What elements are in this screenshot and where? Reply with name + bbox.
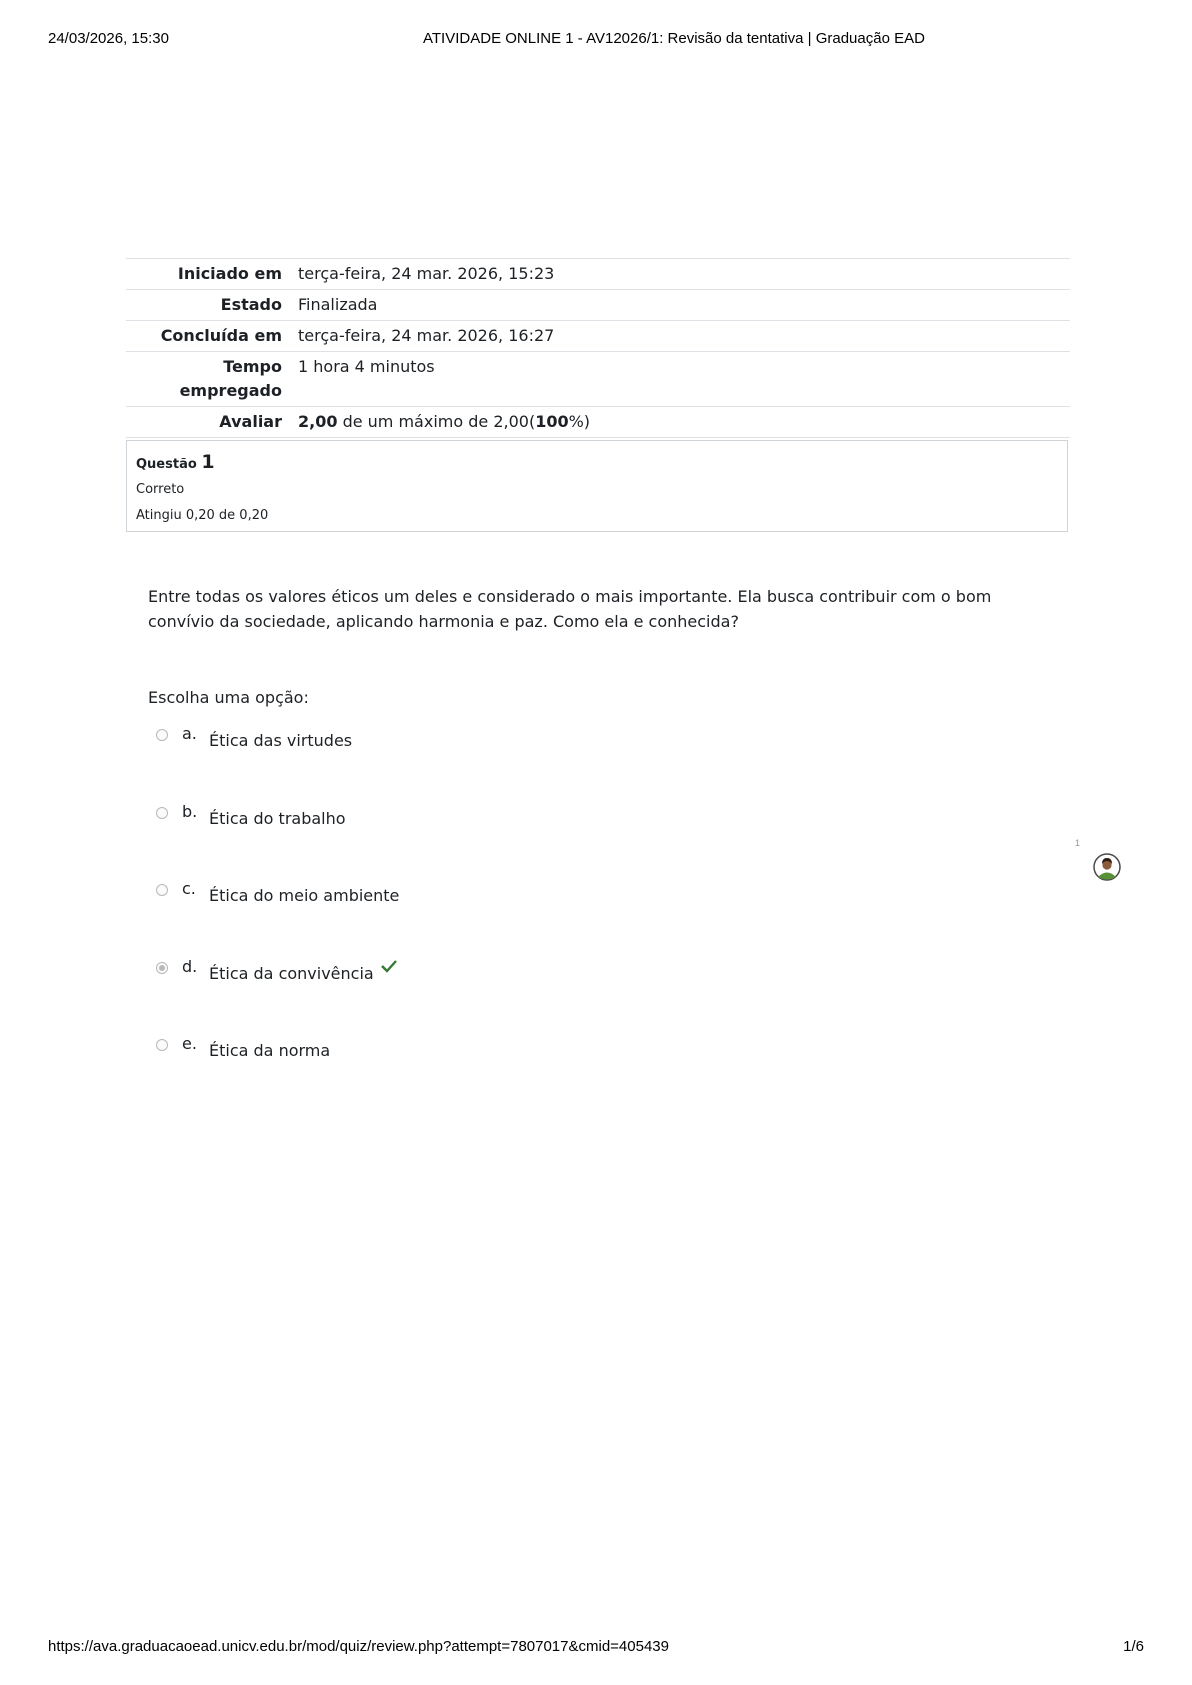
- print-page-title: ATIVIDADE ONLINE 1 - AV12026/1: Revisão da tentativa | Graduação EAD: [423, 30, 925, 47]
- started-label: Iniciado em: [126, 259, 290, 290]
- answer-text: Ética da norma: [209, 1041, 331, 1060]
- answer-radio-b[interactable]: [156, 807, 168, 819]
- print-footer: [48, 1638, 1144, 1660]
- answer-option-b: [156, 802, 756, 880]
- attempt-summary-table: [126, 258, 1070, 438]
- question-mark: Atingiu 0,20 de 0,20: [136, 508, 269, 523]
- answer-text: Ética do trabalho: [209, 808, 346, 828]
- avatar-badge-count: 1: [1075, 838, 1081, 848]
- grade-suffix: %): [568, 412, 591, 431]
- answer-option-a: [156, 724, 756, 802]
- summary-row-time: [126, 352, 1070, 407]
- state-label: Estado: [126, 290, 290, 321]
- answer-letter: a.: [182, 724, 197, 743]
- question-text: Entre todas os valores éticos um deles e considerado o mais importante. Ela busca contribuir com o bom convívio da sociedade, aplicando harmonia e paz. Como ela e conhecida?: [148, 587, 992, 631]
- answer-radio-a[interactable]: [156, 729, 168, 741]
- print-page-number: 1/6: [1123, 1638, 1144, 1655]
- answer-letter: c.: [182, 879, 196, 898]
- print-url: https://ava.graduacaoead.unicv.edu.br/mod/quiz/review.php?attempt=7807017&cmid=405439: [48, 1638, 669, 1655]
- answer-radio-d[interactable]: [156, 962, 168, 974]
- question-info-box: [126, 440, 1068, 532]
- answer-text: Ética da convivência: [209, 963, 374, 983]
- completed-value: terça-feira, 24 mar. 2026, 16:27: [290, 321, 1070, 352]
- question-state: Correto: [136, 482, 185, 497]
- attempt-summary: [126, 258, 1070, 438]
- grade-label: Avaliar: [126, 407, 290, 438]
- summary-row-grade: [126, 407, 1070, 438]
- completed-label: Concluída em: [126, 321, 290, 352]
- answer-option-d: [156, 957, 756, 1035]
- question-label: Questão: [136, 457, 202, 472]
- summary-row-state: [126, 290, 1070, 321]
- print-header: [48, 30, 1144, 52]
- answer-option-e: [156, 1034, 756, 1112]
- answer-radio-e[interactable]: [156, 1039, 168, 1051]
- summary-row-started: [126, 259, 1070, 290]
- time-label: Tempo empregado: [126, 352, 290, 407]
- answer-prompt: Escolha uma opção:: [148, 688, 309, 707]
- answer-text: Ética das virtudes: [209, 731, 353, 750]
- started-value: terça-feira, 24 mar. 2026, 15:23: [290, 259, 1070, 290]
- state-value: Finalizada: [290, 290, 1070, 321]
- time-value: 1 hora 4 minutos: [290, 352, 1070, 407]
- answer-letter: e.: [182, 1034, 197, 1053]
- print-datetime: 24/03/2026, 15:30: [48, 30, 169, 47]
- answer-option-c: [156, 879, 756, 957]
- grade-value: [290, 407, 1070, 438]
- answer-radio-c[interactable]: [156, 884, 168, 896]
- grade-percent: 100: [535, 412, 569, 431]
- answer-text: Ética do meio ambiente: [209, 886, 400, 905]
- grade-text: de um máximo de 2,00(: [337, 412, 536, 431]
- question-number: [136, 449, 1058, 475]
- correct-check-icon: [380, 959, 398, 973]
- grade-score: 2,00: [298, 412, 338, 431]
- question-number-value: 1: [201, 451, 215, 473]
- user-avatar-icon[interactable]: [1093, 853, 1121, 881]
- answer-letter: d.: [182, 956, 198, 976]
- answer-options: [156, 724, 756, 1112]
- summary-row-completed: [126, 321, 1070, 352]
- answer-letter: b.: [182, 801, 198, 821]
